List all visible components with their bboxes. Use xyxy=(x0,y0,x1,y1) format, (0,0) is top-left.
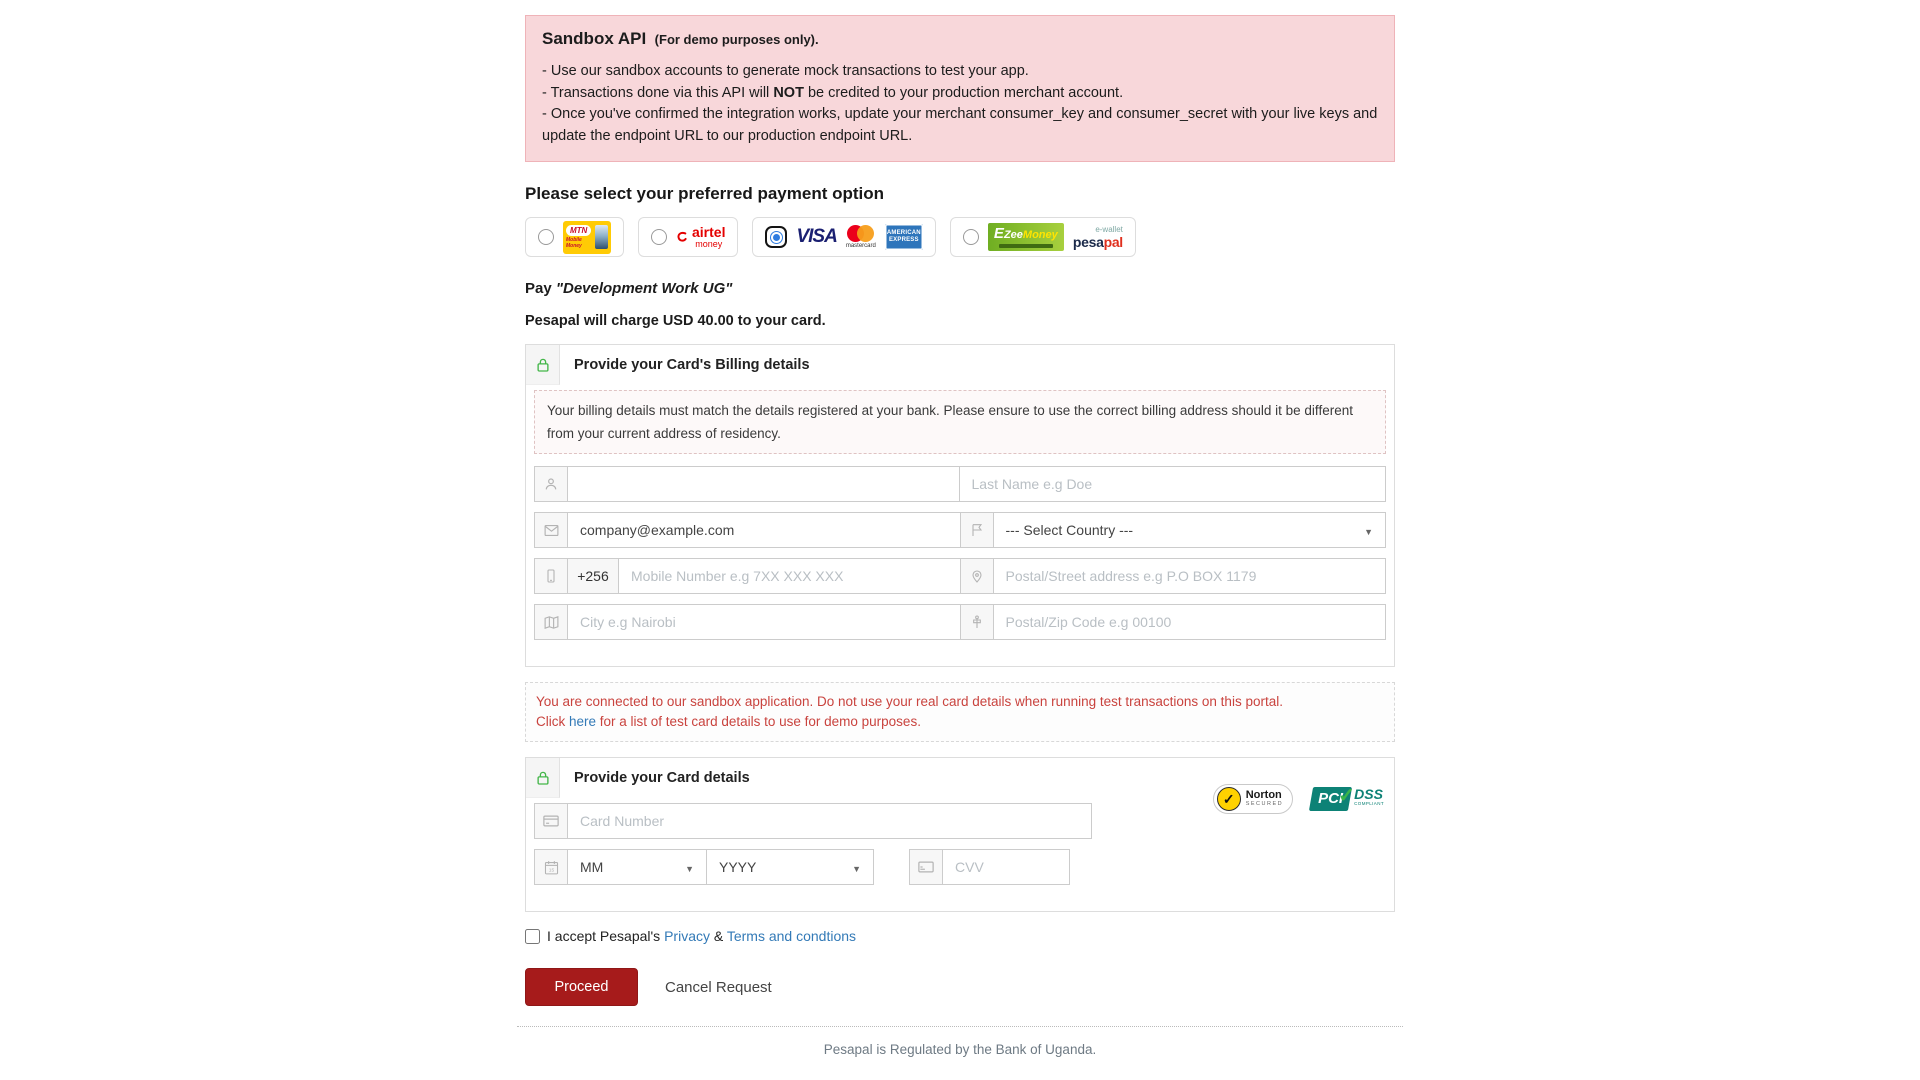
card-panel-title: Provide your Card details xyxy=(574,770,750,786)
country-select[interactable] xyxy=(993,512,1387,548)
card-radio-selected[interactable] xyxy=(765,226,787,248)
chevron-down-icon xyxy=(1364,522,1373,538)
alert-title-row xyxy=(542,29,1378,49)
airtel-sublabel: money xyxy=(695,239,723,249)
mastercard-circles-icon xyxy=(847,225,874,242)
billing-row-name xyxy=(534,466,1386,502)
card-form xyxy=(526,803,1394,911)
amex-line2: EXPRESS xyxy=(888,237,919,243)
card-expiry-row xyxy=(534,849,1386,885)
sandbox-warning xyxy=(525,682,1395,742)
consent-row xyxy=(525,928,1395,944)
airtel-swirl-icon xyxy=(676,230,690,245)
charge-line: Pesapal will charge USD 40.00 to your card. xyxy=(525,313,826,329)
location-pin-icon xyxy=(960,558,994,594)
billing-notice: Your billing details must match the details registered at your bank. Please ensure to use the correct billing address should it be different from your current address of residency. xyxy=(534,390,1386,454)
footer xyxy=(517,1026,1403,1057)
alert-line-2-pre: - Transactions done via this API will xyxy=(542,84,774,101)
alert-subtitle: (For demo purposes only). xyxy=(654,32,819,47)
envelope-icon xyxy=(534,512,568,548)
payment-option-ezeemoney[interactable] xyxy=(950,217,1136,257)
billing-panel-header xyxy=(526,345,1394,385)
card-radio-dot xyxy=(773,234,780,241)
ezeemoney-label: EZeeMoney xyxy=(993,225,1058,242)
norton-check-icon xyxy=(1217,787,1241,811)
chevron-down-icon xyxy=(685,859,694,875)
expiry-year-select[interactable] xyxy=(706,849,874,885)
flag-icon xyxy=(960,512,994,548)
norton-secured-badge xyxy=(1213,784,1293,814)
proceed-button[interactable]: Proceed xyxy=(525,968,638,1006)
alert-line-2 xyxy=(542,83,1378,105)
expiry-month-value: MM xyxy=(580,859,604,875)
norton-label: Norton xyxy=(1245,789,1282,802)
consent-text: I accept Pesapal's Privacy & Terms and condtions xyxy=(547,928,857,944)
alert-line-1: - Use our sandbox accounts to generate mock transactions to test your app. xyxy=(542,63,1029,79)
signpost-icon xyxy=(960,604,994,640)
payment-option-airtel[interactable] xyxy=(638,217,738,257)
billing-row-phone-address xyxy=(534,558,1386,594)
security-badges xyxy=(1213,784,1384,814)
sandbox-warning-line2: Click here for a list of test card details to use for demo purposes. xyxy=(536,714,921,729)
mtn-label: MTN xyxy=(566,225,591,236)
alert-title: Sandbox API xyxy=(542,29,647,48)
ezeemoney-logo xyxy=(988,223,1064,251)
payment-option-card[interactable] xyxy=(752,217,935,257)
expiry-month-select[interactable] xyxy=(567,849,707,885)
footer-text: Pesapal is Regulated by the Bank of Uganda. xyxy=(823,1042,1097,1057)
mastercard-label: mastercard xyxy=(845,243,876,249)
country-select-value: --- Select Country --- xyxy=(1005,522,1134,538)
cancel-request-link[interactable]: Cancel Request xyxy=(665,978,772,996)
calendar-icon xyxy=(534,849,568,885)
accept-terms-checkbox[interactable] xyxy=(525,929,540,944)
norton-sublabel: SECURED xyxy=(1245,801,1284,808)
billing-row-email-country xyxy=(534,512,1386,548)
airtel-label: airtel xyxy=(692,224,726,240)
email-input[interactable] xyxy=(567,512,961,548)
billing-panel-title: Provide your Card's Billing details xyxy=(574,357,810,373)
card-panel xyxy=(525,757,1395,912)
amex-line1: AMERICAN xyxy=(886,230,921,236)
mobile-phone-icon xyxy=(534,558,568,594)
amex-logo xyxy=(885,224,923,250)
credit-card-icon xyxy=(534,803,568,839)
airtel-money-logo xyxy=(676,225,725,249)
pci-label: PCI xyxy=(1318,790,1344,807)
payee-line xyxy=(525,280,1395,297)
payee-name: "Development Work UG" xyxy=(555,280,733,297)
dss-label: DSS xyxy=(1354,786,1383,802)
alert-line-2-bold: NOT xyxy=(773,84,804,101)
lock-icon xyxy=(534,769,552,787)
card-radio-ring xyxy=(770,231,783,244)
cvv-input[interactable] xyxy=(942,849,1070,885)
cvv-card-icon xyxy=(909,849,943,885)
billing-panel xyxy=(525,344,1395,667)
airtel-logo-text xyxy=(692,225,725,249)
mtn-mobile-money-logo xyxy=(563,221,611,254)
person-icon xyxy=(534,466,568,502)
sandbox-warning-line1: You are connected to our sandbox application. Do not use your real card details when running test transactions on this portal. xyxy=(536,694,1283,709)
billing-row-city-zip xyxy=(534,604,1386,640)
billing-form xyxy=(526,466,1394,666)
phone-code-cell: +256 xyxy=(567,558,619,594)
expiry-year-value: YYYY xyxy=(719,859,757,875)
pesapal-label: pesapal xyxy=(1072,233,1123,250)
alert-line-3: - Once you've confirmed the integration works, update your merchant consumer_key and consumer_secret with your live keys and update the endpoint URL to our production endpoint URL. xyxy=(542,106,1378,144)
sandbox-alert xyxy=(525,15,1395,162)
city-input[interactable] xyxy=(567,604,961,640)
last-name-input[interactable] xyxy=(959,466,1387,502)
chevron-down-icon xyxy=(852,859,861,875)
actions-row xyxy=(525,968,1395,1006)
alert-line-2-post: be credited to your production merchant account. xyxy=(803,84,1124,101)
payment-options xyxy=(525,217,1395,257)
pesapal-ewallet-logo xyxy=(1073,226,1123,249)
lock-icon-cell-2 xyxy=(526,758,560,798)
street-address-input[interactable] xyxy=(993,558,1387,594)
zip-code-input[interactable] xyxy=(993,604,1387,640)
map-icon xyxy=(534,604,568,640)
pci-check-icon xyxy=(1338,783,1355,808)
mtn-logo-text xyxy=(566,225,592,249)
payment-option-mtn[interactable] xyxy=(525,217,624,257)
lock-icon xyxy=(534,356,552,374)
lock-icon-cell xyxy=(526,345,560,385)
test-cards-link[interactable]: here xyxy=(569,714,597,729)
card-number-row xyxy=(534,803,1092,839)
pesapal-ewallet-label: e-wallet xyxy=(1095,224,1123,234)
ezeemoney-radio[interactable] xyxy=(963,229,979,245)
pci-dss-badge xyxy=(1311,787,1384,811)
mastercard-logo xyxy=(846,225,876,249)
payment-option-heading: Please select your preferred payment option xyxy=(525,184,885,203)
mtn-art-image xyxy=(595,225,608,249)
card-number-input[interactable] xyxy=(567,803,1092,839)
terms-link[interactable]: Terms and condtions xyxy=(726,928,857,944)
first-name-input[interactable] xyxy=(567,466,961,502)
mtn-sublabel: Mobile Money xyxy=(566,237,582,249)
visa-logo: VISA xyxy=(796,226,837,247)
mtn-radio[interactable] xyxy=(538,229,554,245)
svg-text:15: 15 xyxy=(548,867,554,873)
privacy-link[interactable]: Privacy xyxy=(664,928,710,944)
ezeemoney-tagline-strip xyxy=(999,244,1053,248)
pci-sublabel: COMPLIANT xyxy=(1354,801,1384,806)
pay-label: Pay xyxy=(525,280,552,297)
airtel-radio[interactable] xyxy=(651,229,667,245)
mobile-number-input[interactable] xyxy=(618,558,961,594)
